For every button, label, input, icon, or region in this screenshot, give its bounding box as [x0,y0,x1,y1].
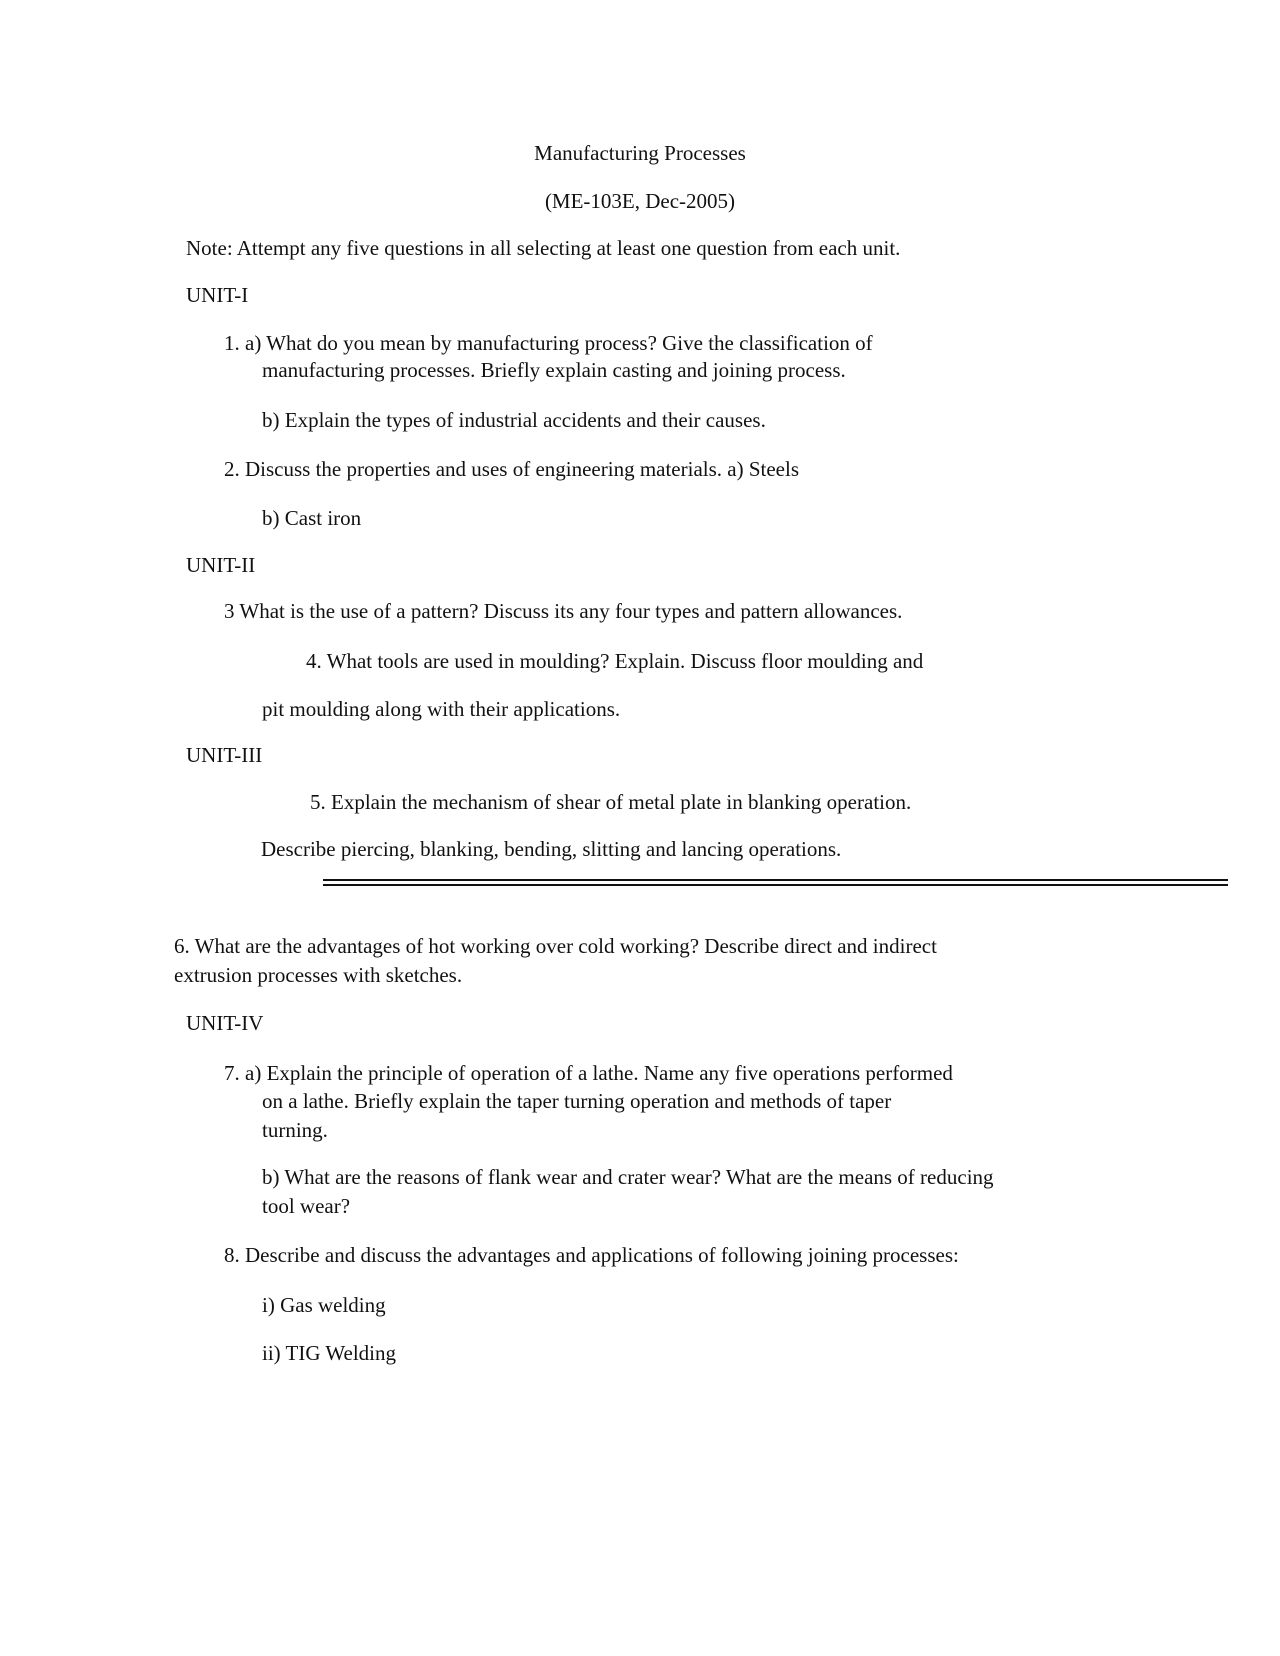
document-title: Manufacturing Processes [534,141,746,165]
question-5-line-1: 5. Explain the mechanism of shear of metal plate in blanking operation. [310,790,912,814]
question-7b-line-1: b) What are the reasons of flank wear and crater wear? What are the means of reducing [262,1165,994,1189]
unit-heading-2: UNIT-II [186,553,256,577]
question-4-line-2: pit moulding along with their applications. [262,697,621,721]
unit-heading-4: UNIT-IV [186,1011,264,1035]
question-1b: b) Explain the types of industrial accidents and their causes. [262,408,766,432]
question-7a-line-1: 7. a) Explain the principle of operation of a lathe. Name any five operations performed [224,1061,953,1085]
question-1a-line-1: 1. a) What do you mean by manufacturing process? Give the classification of [224,331,873,355]
question-2b: b) Cast iron [262,506,362,530]
question-8: 8. Describe and discuss the advantages and applications of following joining processes: [224,1243,959,1267]
question-7b-line-2: tool wear? [262,1194,351,1218]
question-3: 3 What is the use of a pattern? Discuss its any four types and pattern allowances. [224,599,903,623]
question-2: 2. Discuss the properties and uses of engineering materials. a) Steels [224,457,800,481]
question-7a-line-2: on a lathe. Briefly explain the taper turning operation and methods of taper [262,1089,892,1113]
unit-heading-1: UNIT-I [186,283,249,307]
question-6-line-2: extrusion processes with sketches. [174,963,463,987]
question-4-line-1: 4. What tools are used in moulding? Explain. Discuss floor moulding and [306,649,924,673]
double-horizontal-rule [323,879,1228,886]
question-5-line-2: Describe piercing, blanking, bending, slitting and lancing operations. [261,837,842,861]
instructions-note: Note: Attempt any five questions in all selecting at least one question from each unit. [186,236,901,260]
document-subtitle: (ME-103E, Dec-2005) [544,189,736,213]
question-8-item-i: i) Gas welding [262,1293,386,1317]
unit-heading-3: UNIT-III [186,743,263,767]
question-8-item-ii: ii) TIG Welding [262,1341,397,1365]
question-1a-line-2: manufacturing processes. Briefly explain casting and joining process. [262,358,846,382]
question-7a-line-3: turning. [262,1118,328,1142]
question-6-line-1: 6. What are the advantages of hot working over cold working? Describe direct and indirect [174,934,937,958]
